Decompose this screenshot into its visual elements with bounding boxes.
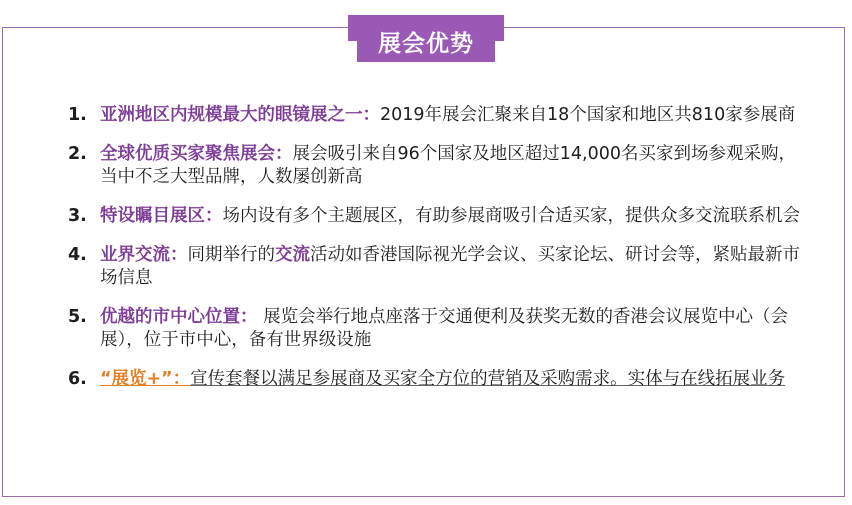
list-item <box>62 244 802 290</box>
item-heading: 业界交流： <box>100 245 188 265</box>
item-number: 6. <box>68 369 87 389</box>
item-heading: 亚洲地区内规模最大的眼镜展之一： <box>100 105 380 125</box>
item-text: 2019年展会汇聚来自18个国家和地区共810家参展商 <box>380 105 796 125</box>
item-heading-link[interactable]: “展览+”： <box>100 369 191 389</box>
item-inline-highlight: 交流 <box>275 245 310 265</box>
list-item <box>62 306 802 352</box>
item-text: 宣传套餐以满足参展商及买家全方位的营销及采购需求。实体与在线拓展业务 <box>190 369 786 389</box>
item-heading: 优越的市中心位置： <box>100 307 258 327</box>
item-text-b: 活动如香港国际视光学会议、买家论坛、研讨会等，紧贴最新市场信息 <box>100 245 800 288</box>
list-item <box>62 368 802 391</box>
item-text-a: 同期举行的 <box>187 245 275 265</box>
list-item <box>62 104 802 127</box>
item-number: 5. <box>68 307 87 327</box>
advantages-list <box>62 104 802 407</box>
item-text: 展览会举行地点座落于交通便利及获奖无数的香港会议展览中心（会展），位于市中心，备有世界级设施 <box>100 307 789 350</box>
item-number: 1. <box>68 105 87 125</box>
item-number: 4. <box>68 245 87 265</box>
item-text: 场内设有多个主题展区，有助参展商吸引合适买家，提供众多交流联系机会 <box>222 206 800 226</box>
item-heading: 特设瞩目展区： <box>100 206 223 226</box>
section-title: 展会优势 <box>357 20 495 62</box>
list-item <box>62 205 802 228</box>
list-item <box>62 143 802 189</box>
item-heading: 全球优质买家聚焦展会： <box>100 144 293 164</box>
item-number: 2. <box>68 144 87 164</box>
item-text: 展会吸引来自96个国家及地区超过14,000名买家到场参观采购，当中不乏大型品牌，人数屡创新高 <box>100 144 796 187</box>
item-number: 3. <box>68 206 87 226</box>
